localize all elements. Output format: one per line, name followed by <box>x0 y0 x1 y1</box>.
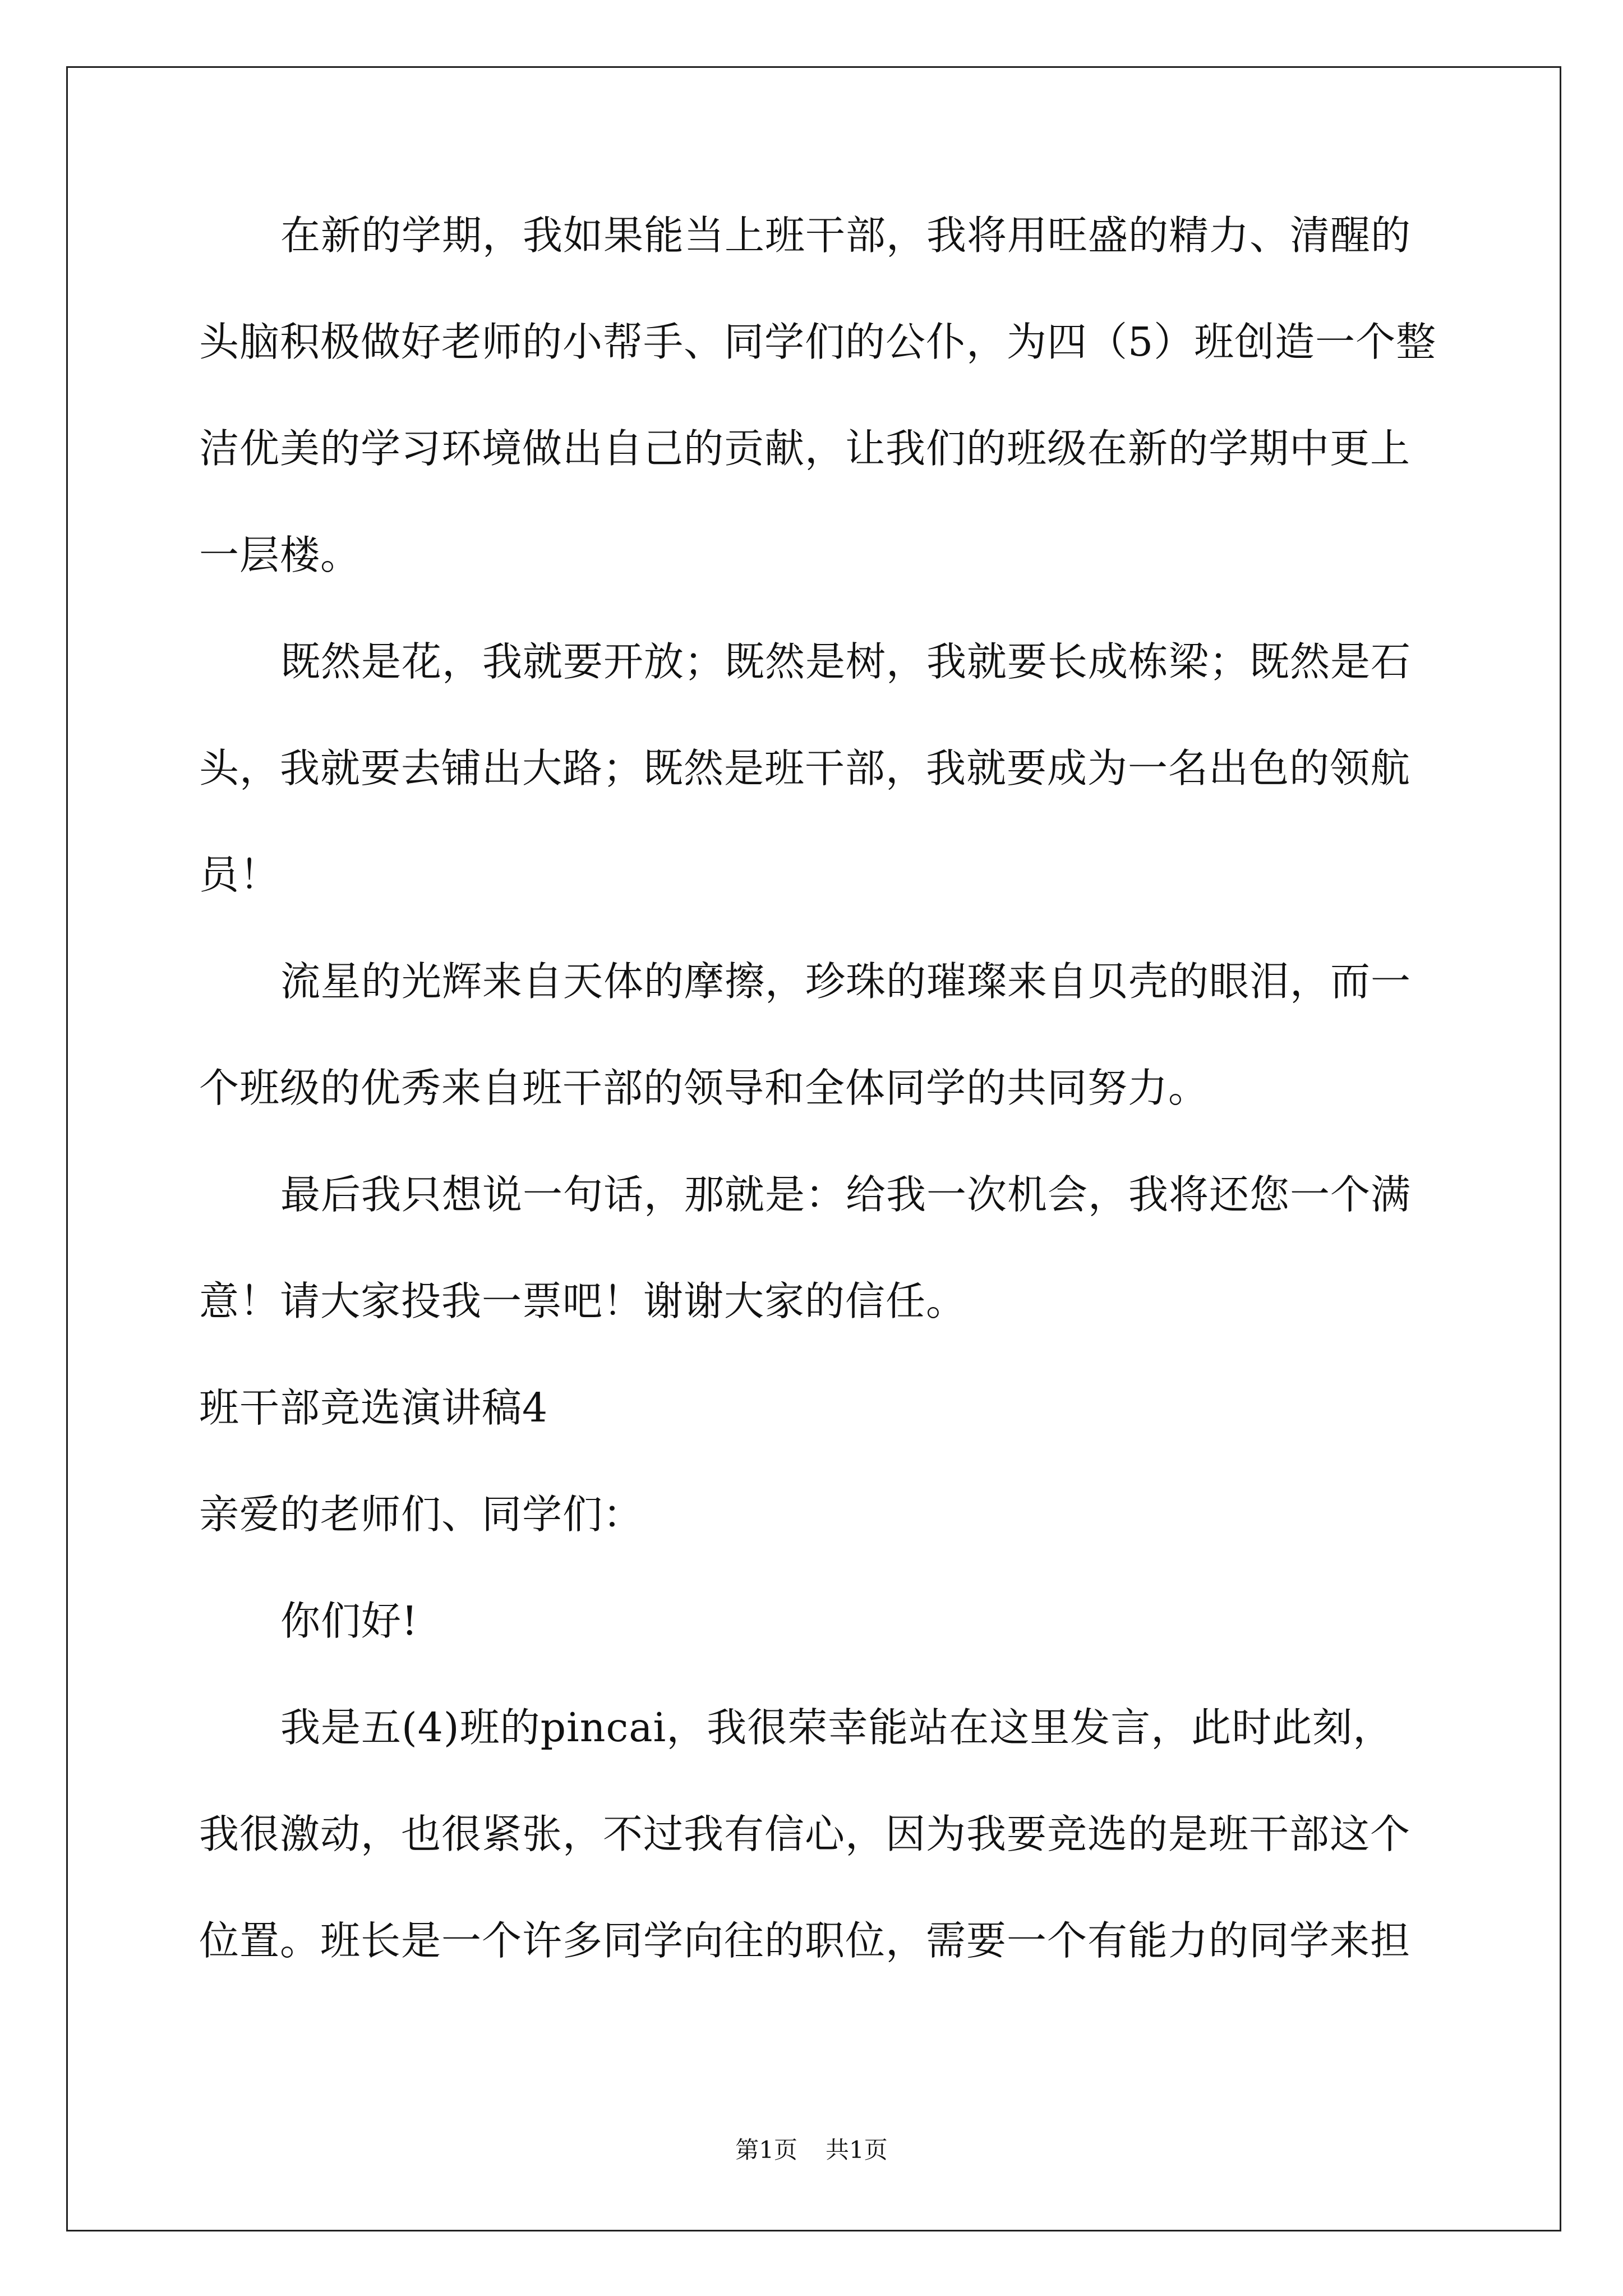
paragraph-line: 洁优美的学习环境做出自己的贡献，让我们的班级在新的学期中更上 <box>199 425 1411 472</box>
paragraph-line: 最后我只想说一句话，那就是：给我一次机会，我将还您一个满 <box>280 1171 1412 1218</box>
page-footer <box>0 2132 1623 2165</box>
document-body <box>199 209 1437 1968</box>
paragraph-line: 一层楼。 <box>199 532 361 578</box>
salutation: 亲爱的老师们、同学们： <box>199 1491 644 1538</box>
paragraph-line: 既然是花，我就要开放；既然是树，我就要长成栋梁；既然是石 <box>280 638 1412 685</box>
paragraph-line: 我很激动，也很紧张，不过我有信心，因为我要竞选的是班干部这个 <box>199 1811 1411 1857</box>
page-number: 第1页 <box>735 2136 797 2164</box>
paragraph-line: 位置。班长是一个许多同学向往的职位，需要一个有能力的同学来担 <box>199 1917 1411 1964</box>
paragraph-line: 在新的学期，我如果能当上班干部，我将用旺盛的精力、清醒的 <box>280 212 1412 259</box>
section-heading: 班干部竞选演讲稿4 <box>199 1384 548 1431</box>
paragraph-line: 流星的光辉来自天体的摩擦，珍珠的璀璨来自贝壳的眼泪，而一 <box>280 958 1412 1005</box>
paragraph-line: 意！请大家投我一票吧！谢谢大家的信任。 <box>199 1278 967 1324</box>
paragraph-line: 头，我就要去铺出大路；既然是班干部，我就要成为一名出色的领航 <box>199 745 1411 792</box>
paragraph-line: 头脑积极做好老师的小帮手、同学们的公仆，为四（5）班创造一个整 <box>199 319 1437 365</box>
paragraph-line: 我是五(4)班的pincai，我很荣幸能站在这里发言，此时此刻， <box>280 1704 1394 1751</box>
paragraph-line: 员！ <box>199 852 280 898</box>
page-total: 共1页 <box>826 2136 888 2164</box>
paragraph-line: 个班级的优秀来自班干部的领导和全体同学的共同努力。 <box>199 1065 1209 1111</box>
greeting: 你们好! <box>280 1598 418 1644</box>
